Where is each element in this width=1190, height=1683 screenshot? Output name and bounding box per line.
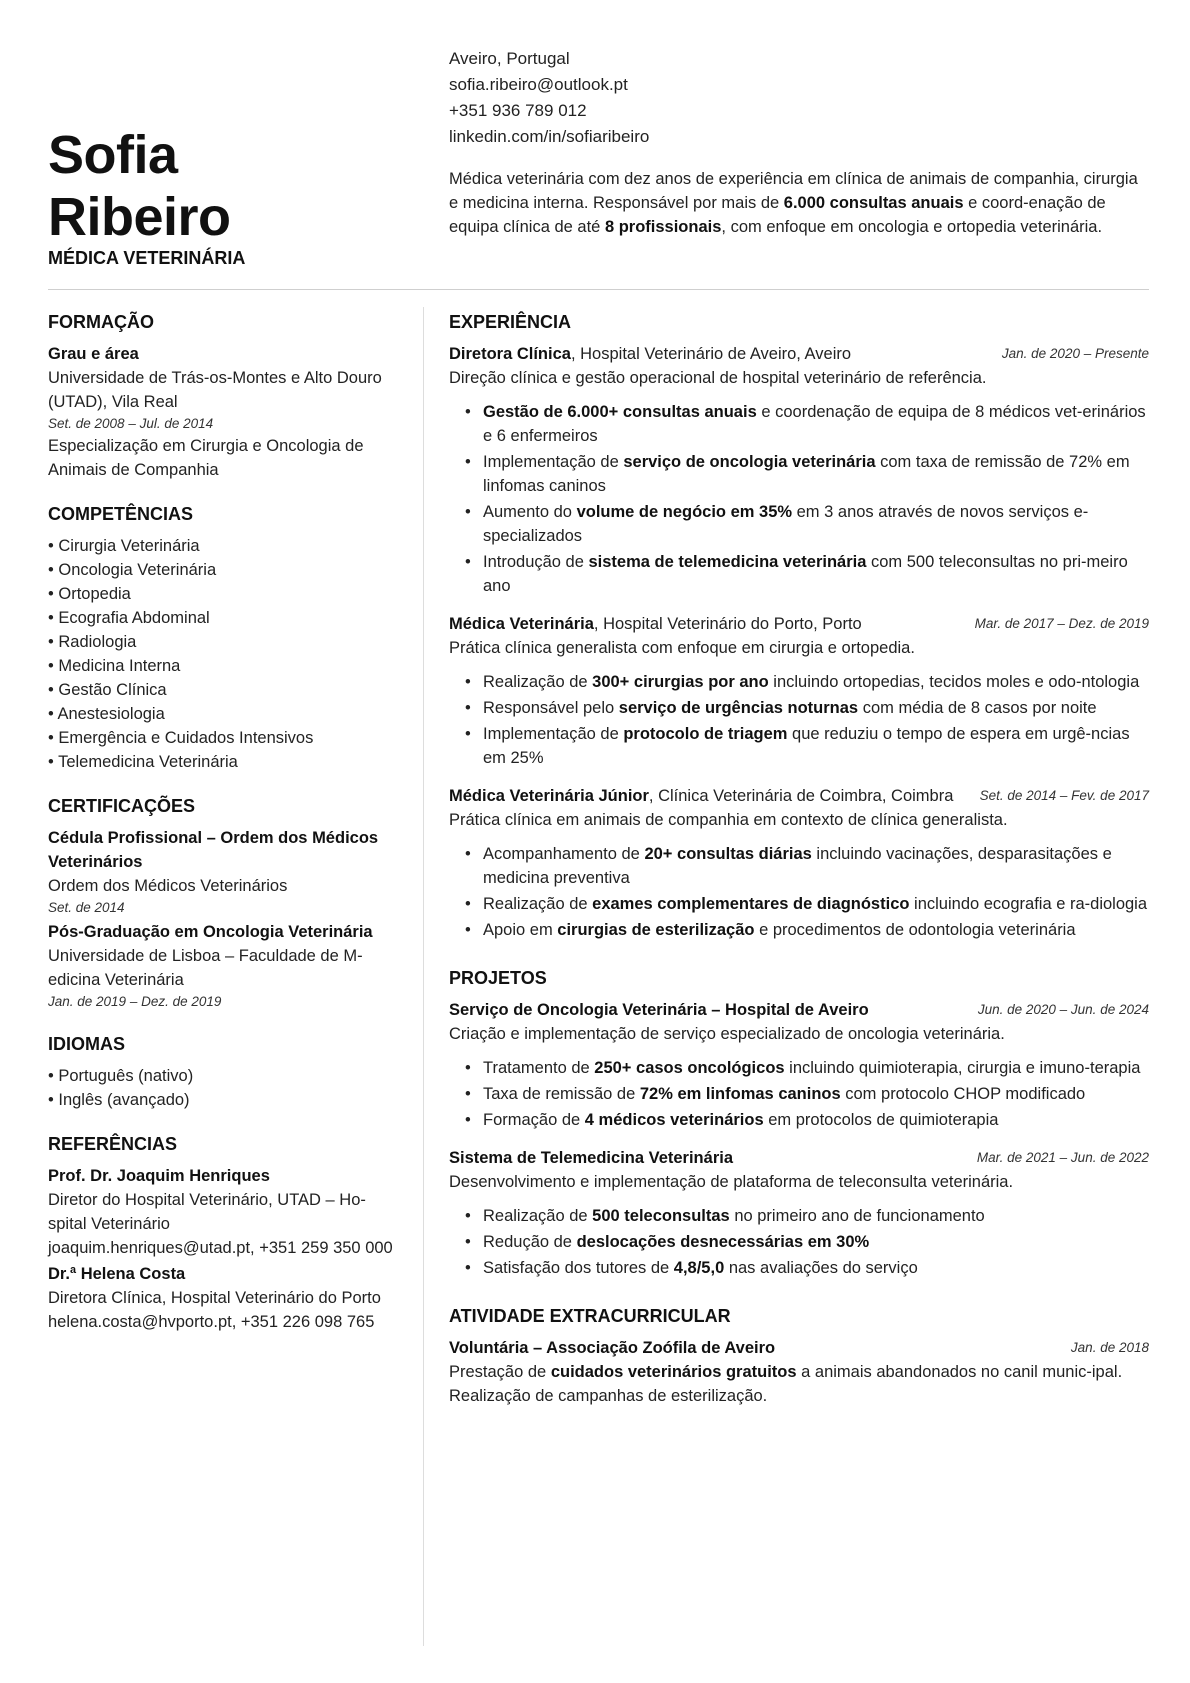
project-entry: [449, 998, 1149, 1132]
activity-highlight: cuidados veterinários gratuitos: [550, 1363, 797, 1381]
job-description: Direção clínica e gestão operacional de hospital veterinário de referência.: [449, 369, 987, 387]
job-title: MÉDICA VETERINÁRIA: [48, 248, 246, 268]
project-header: [449, 1146, 1149, 1170]
bullet-item: [483, 550, 1149, 598]
first-name: Sofia: [48, 125, 178, 185]
bullet-highlight: Gestão de 6.000+ consultas anuais: [483, 403, 757, 421]
bullet-item: [483, 400, 1149, 448]
activity-text: a animais abandonados no canil munic-ipal. Realização de campanhas de esterilização.: [449, 1363, 1123, 1405]
language-label: Português (nativo): [58, 1067, 194, 1085]
projects-section: [449, 964, 1149, 1280]
job-org: , Hospital Veterinário do Porto, Porto: [593, 615, 862, 633]
bullet-text: Taxa de remissão de: [483, 1085, 640, 1103]
bullet-text: em protocolos de quimioterapia: [763, 1111, 999, 1129]
bullet-text: que reduziu o tempo de espera em urgê-ncias em 25%: [483, 725, 1130, 767]
bullet-item: [483, 1056, 1149, 1080]
activity-header: [449, 1336, 1149, 1360]
bullet-item: [483, 1082, 1149, 1106]
bullet-highlight: serviço de urgências noturnas: [618, 699, 859, 717]
job-header: [449, 612, 1149, 636]
skill-item: • Oncologia Veterinária: [48, 561, 217, 579]
bullet-highlight: volume de negócio em 35%: [576, 503, 793, 521]
bullet-highlight: protocolo de triagem: [623, 725, 788, 743]
bullet-highlight: 72% em linfomas caninos: [639, 1085, 841, 1103]
section-heading: COMPETÊNCIAS: [48, 504, 194, 524]
bullet-text: Aumento do: [483, 503, 577, 521]
left-column: [48, 308, 400, 1352]
skills-section: [48, 500, 400, 774]
bullet-text: nas avaliações do serviço: [724, 1259, 918, 1277]
skill-label: Ecografia Abdominal: [58, 609, 210, 627]
skill-item: • Telemedicina Veterinária: [48, 753, 238, 771]
candidate-name: [48, 124, 231, 248]
job-role: Médica Veterinária: [449, 615, 594, 633]
bullet-item: [483, 842, 1149, 890]
phone: +351 936 789 012: [449, 101, 587, 120]
bullet-text: incluindo quimioterapia, cirurgia e imuno-terapia: [784, 1059, 1141, 1077]
bullet-highlight: 500 teleconsultas: [592, 1207, 730, 1225]
certification-title: Pós-Graduação em Oncologia Veterinária: [48, 923, 373, 941]
bullet-text: em 3 anos através de novos serviços e-specializados: [483, 503, 1089, 545]
bullet-text: Satisfação dos tutores de: [483, 1259, 674, 1277]
certification-item: [48, 826, 400, 918]
bullet-highlight: exames complementares de diagnóstico: [592, 895, 910, 913]
certification-item: [48, 920, 400, 1012]
skill-item: • Cirurgia Veterinária: [48, 537, 200, 555]
bullet-text: com taxa de remissão de 72% em linfomas caninos: [483, 453, 1130, 495]
profile-summary: [449, 167, 1149, 239]
certification-title: Cédula Profissional – Ordem dos Médicos Veterinários: [48, 829, 379, 871]
job-header: [449, 342, 1149, 366]
skill-item: • Gestão Clínica: [48, 681, 167, 699]
project-entry: [449, 1146, 1149, 1280]
section-heading: EXPERIÊNCIA: [449, 312, 572, 332]
summary-text: , com enfoque em oncologia e ortopedia veterinária.: [721, 218, 1103, 236]
email-link[interactable]: sofia.ribeiro@outlook.pt: [449, 75, 628, 94]
project-bullets: [449, 1056, 1149, 1132]
summary-text: Médica veterinária com dez anos de experiência em clínica de animais de companhia, cirurgia e medicina interna. Responsável por mais de: [449, 170, 1138, 212]
bullet-highlight: 250+ casos oncológicos: [594, 1059, 785, 1077]
skill-label: Cirurgia Veterinária: [58, 537, 200, 555]
skill-label: Oncologia Veterinária: [58, 561, 217, 579]
skill-label: Radiologia: [58, 633, 137, 651]
reference-role: Diretor do Hospital Veterinário, UTAD – Ho-spital Veterinário: [48, 1191, 366, 1233]
activity-description: [449, 1360, 1149, 1408]
bullet-text: com protocolo CHOP modificado: [840, 1085, 1086, 1103]
skill-item: • Ecografia Abdominal: [48, 609, 210, 627]
activity-date: Jan. de 2018: [1070, 1340, 1149, 1355]
certification-date: Set. de 2014: [48, 900, 125, 915]
job-dates: Set. de 2014 – Fev. de 2017: [979, 788, 1149, 803]
project-title: Serviço de Oncologia Veterinária – Hospital de Aveiro: [449, 1001, 869, 1019]
bullet-text: incluindo ortopedias, tecidos moles e odo-ntologia: [768, 673, 1140, 691]
bullet-highlight: 4,8/5,0: [673, 1259, 725, 1277]
bullet-text: Implementação de: [483, 453, 624, 471]
bullet-item: [483, 1204, 1149, 1228]
project-title: Sistema de Telemedicina Veterinária: [449, 1149, 733, 1167]
skill-label: Anestesiologia: [57, 705, 165, 723]
bullet-item: [483, 918, 1149, 942]
job-description: Prática clínica em animais de companhia em contexto de clínica generalista.: [449, 811, 1008, 829]
job-title-line: [449, 784, 962, 808]
section-heading: CERTIFICAÇÕES: [48, 796, 196, 816]
references-section: [48, 1130, 400, 1334]
job-entry: [449, 612, 1149, 770]
skill-item: • Medicina Interna: [48, 657, 181, 675]
section-heading: PROJETOS: [449, 968, 547, 988]
certification-issuer: Universidade de Lisboa – Faculdade de M-edicina Veterinária: [48, 947, 363, 989]
project-dates: Mar. de 2021 – Jun. de 2022: [976, 1150, 1149, 1165]
location: Aveiro, Portugal: [449, 49, 570, 68]
bullet-text: Implementação de: [483, 725, 624, 743]
project-description: Criação e implementação de serviço especializado de oncologia veterinária.: [449, 1025, 1005, 1043]
section-heading: ATIVIDADE EXTRACURRICULAR: [449, 1306, 731, 1326]
job-bullets: [449, 670, 1149, 770]
last-name: Ribeiro: [48, 187, 231, 247]
section-heading: IDIOMAS: [48, 1034, 126, 1054]
linkedin-link[interactable]: linkedin.com/in/sofiaribeiro: [449, 127, 650, 146]
skill-item: • Radiologia: [48, 633, 137, 651]
job-description: Prática clínica generalista com enfoque em cirurgia e ortopedia.: [449, 639, 915, 657]
job-role: Médica Veterinária Júnior: [449, 787, 649, 805]
job-org: , Clínica Veterinária de Coimbra, Coimbra: [648, 787, 954, 805]
bullet-text: Acompanhamento de: [483, 845, 645, 863]
language-label: Inglês (avançado): [58, 1091, 190, 1109]
bullet-text: e coordenação de equipa de 8 médicos vet-erinários e 6 enfermeiros: [483, 403, 1146, 445]
reference-item: [48, 1164, 400, 1260]
job-bullets: [449, 842, 1149, 942]
bullet-highlight: 4 médicos veterinários: [584, 1111, 764, 1129]
skill-label: Gestão Clínica: [58, 681, 167, 699]
right-column: [449, 308, 1149, 1430]
section-heading: FORMAÇÃO: [48, 312, 154, 332]
bullet-item: [483, 500, 1149, 548]
skill-item: • Ortopedia: [48, 585, 131, 603]
project-header: [449, 998, 1149, 1022]
bullet-text: incluindo ecografia e ra-diologia: [909, 895, 1148, 913]
certification-date: Jan. de 2019 – Dez. de 2019: [48, 994, 222, 1009]
certifications-section: [48, 792, 400, 1012]
header-divider: [48, 289, 1149, 290]
job-dates: Mar. de 2017 – Dez. de 2019: [974, 616, 1149, 631]
bullet-item: [483, 670, 1149, 694]
education-dates: Set. de 2008 – Jul. de 2014: [48, 416, 214, 431]
bullet-text: incluindo vacinações, desparasitações e medicina preventiva: [483, 845, 1112, 887]
bullet-item: [483, 1230, 1149, 1254]
skill-label: Emergência e Cuidados Intensivos: [58, 729, 314, 747]
bullet-text: Introdução de: [483, 553, 589, 571]
specialization: Especialização em Cirurgia e Oncologia de Animais de Companhia: [48, 437, 364, 479]
reference-contact[interactable]: joaquim.henriques@utad.pt, +351 259 350 000: [48, 1239, 393, 1257]
activity-title: Voluntária – Associação Zoófila de Aveiro: [449, 1339, 776, 1357]
job-bullets: [449, 400, 1149, 598]
project-description: Desenvolvimento e implementação de plataforma de teleconsulta veterinária.: [449, 1173, 1014, 1191]
job-entry: [449, 784, 1149, 942]
reference-item: [48, 1262, 400, 1334]
project-bullets: [449, 1204, 1149, 1280]
bullet-text: Realização de: [483, 1207, 593, 1225]
column-divider: [423, 307, 424, 1646]
bullet-highlight: serviço de oncologia veterinária: [623, 453, 876, 471]
activity-text: Prestação de: [449, 1363, 551, 1381]
bullet-text: no primeiro ano de funcionamento: [729, 1207, 985, 1225]
job-title-line: [449, 342, 984, 366]
reference-role: Diretora Clínica, Hospital Veterinário do Porto: [48, 1289, 381, 1307]
reference-name: Prof. Dr. Joaquim Henriques: [48, 1167, 270, 1185]
section-heading: REFERÊNCIAS: [48, 1134, 178, 1154]
school: Universidade de Trás-os-Montes e Alto Douro (UTAD), Vila Real: [48, 369, 382, 411]
bullet-item: [483, 696, 1149, 720]
bullet-text: Redução de: [483, 1233, 577, 1251]
bullet-text: com média de 8 casos por noite: [858, 699, 1097, 717]
job-header: [449, 784, 1149, 808]
bullet-text: Apoio em: [483, 921, 558, 939]
bullet-text: com 500 teleconsultas no pri-meiro ano: [483, 553, 1128, 595]
bullet-item: [483, 892, 1149, 916]
skill-label: Ortopedia: [58, 585, 131, 603]
bullet-highlight: 20+ consultas diárias: [644, 845, 812, 863]
job-title-line: [449, 612, 957, 636]
languages-section: [48, 1030, 400, 1112]
summary-text: e coord-enação de equipa clínica de até: [449, 194, 1106, 236]
education-section: [48, 308, 400, 482]
job-entry: [449, 342, 1149, 598]
certification-issuer: Ordem dos Médicos Veterinários: [48, 877, 288, 895]
skill-item: • Emergência e Cuidados Intensivos: [48, 729, 314, 747]
bullet-item: [483, 1256, 1149, 1280]
summary-highlight: 8 profissionais: [604, 218, 722, 236]
extracurricular-section: [449, 1302, 1149, 1408]
language-item: • Inglês (avançado): [48, 1091, 190, 1109]
bullet-highlight: sistema de telemedicina veterinária: [588, 553, 867, 571]
bullet-text: Realização de: [483, 673, 593, 691]
bullet-text: e procedimentos de odontologia veterinária: [754, 921, 1076, 939]
bullet-item: [483, 1108, 1149, 1132]
summary-highlight: 6.000 consultas anuais: [783, 194, 964, 212]
job-role: Diretora Clínica: [449, 345, 571, 363]
bullet-text: Formação de: [483, 1111, 585, 1129]
degree-title: Grau e área: [48, 345, 139, 363]
project-dates: Jun. de 2020 – Jun. de 2024: [977, 1002, 1149, 1017]
reference-contact[interactable]: helena.costa@hvporto.pt, +351 226 098 765: [48, 1313, 375, 1331]
bullet-item: [483, 722, 1149, 770]
reference-name: Dr.ª Helena Costa: [48, 1265, 186, 1283]
job-org: , Hospital Veterinário de Aveiro, Aveiro: [570, 345, 852, 363]
experience-section: [449, 308, 1149, 942]
contact-block: [449, 46, 1149, 150]
skill-label: Telemedicina Veterinária: [58, 753, 238, 771]
bullet-highlight: cirurgias de esterilização: [557, 921, 755, 939]
skill-item: • Anestesiologia: [48, 705, 165, 723]
bullet-highlight: deslocações desnecessárias em 30%: [576, 1233, 870, 1251]
job-dates: Jan. de 2020 – Presente: [1001, 346, 1149, 361]
skill-label: Medicina Interna: [58, 657, 181, 675]
bullet-text: Tratamento de: [483, 1059, 595, 1077]
bullet-text: Responsável pelo: [483, 699, 619, 717]
bullet-text: Realização de: [483, 895, 593, 913]
language-item: • Português (nativo): [48, 1067, 194, 1085]
bullet-item: [483, 450, 1149, 498]
bullet-highlight: 300+ cirurgias por ano: [592, 673, 769, 691]
